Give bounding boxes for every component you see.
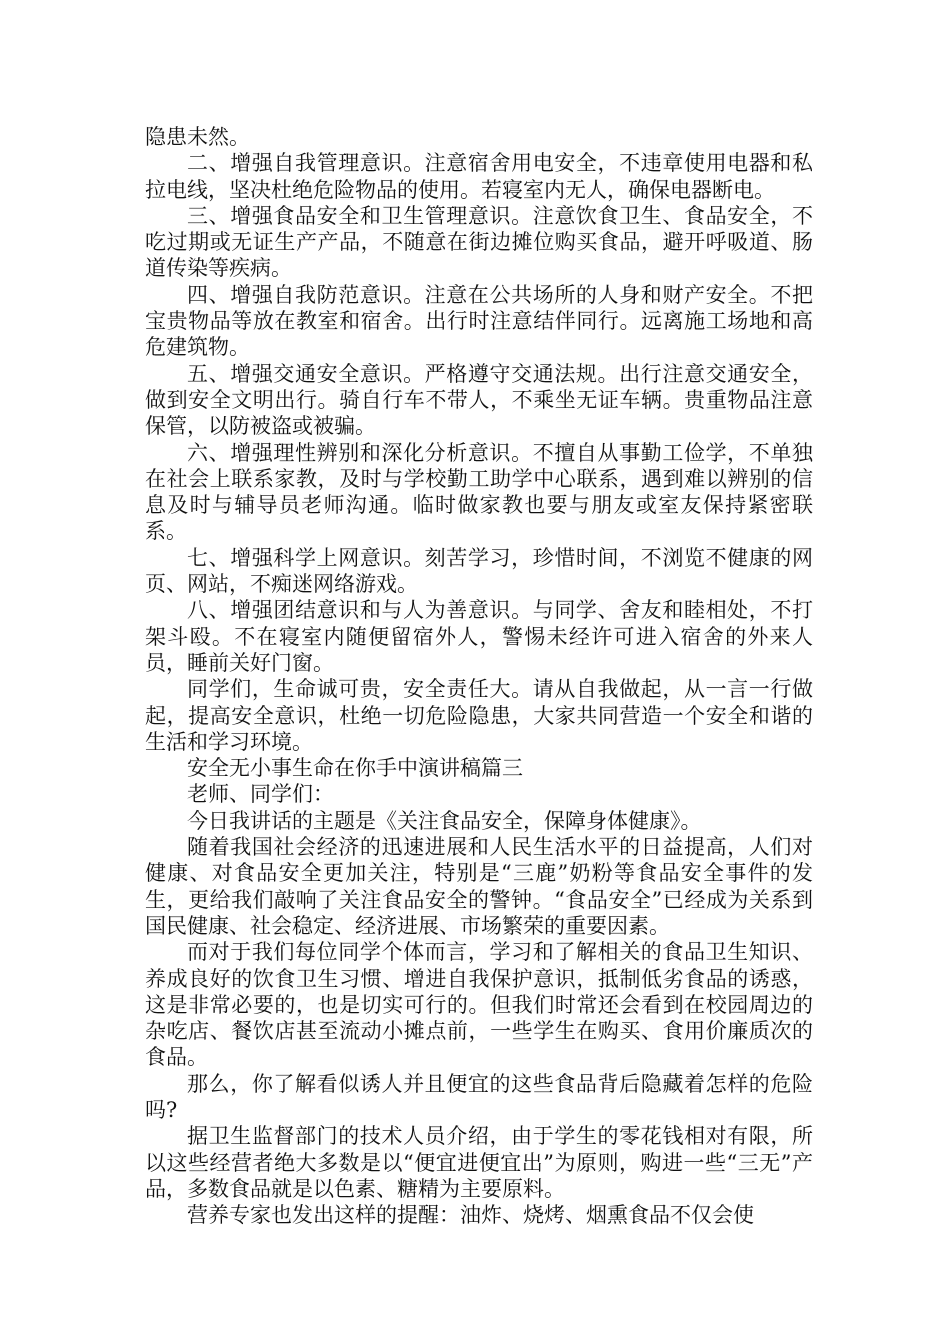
paragraph-8: 同学们，生命诚可贵，安全责任大。请从自我做起，从一言一行做起，提高安全意识，杜绝一切危险隐患，大家共同营造一个安全和谐的生活和学习环境。 (145, 677, 813, 754)
salutation: 老师、同学们： (187, 782, 334, 807)
paragraph-2: 三、增强食品安全和卫生管理意识。注意饮食卫生、食品安全，不吃过期或无证生产产品，不随意在街边摊位购买食品，避开呼吸道、肠道传染等疾病。 (145, 203, 813, 281)
paragraph-14: 那么，你了解看似诱人并且便宜的这些食品背后隐藏着怎样的危险吗? (145, 1071, 813, 1122)
paragraph-3: 四、增强自我防范意识。注意在公共场所的人身和财产安全。不把宝贵物品等放在教室和宿舍。出行时注意结伴同行。远离施工场地和高危建筑物。 (145, 282, 813, 360)
paragraph-1: 二、增强自我管理意识。注意宿舍用电安全，不违章使用电器和私拉电线，坚决杜绝危险物品的使用。若寝室内无人，确保电器断电。 (145, 151, 813, 202)
section-heading: 安全无小事生命在你手中演讲稿篇三 (187, 756, 523, 781)
paragraph-0: 隐患未然。 (145, 125, 250, 149)
paragraph-7: 八、增强团结意识和与人为善意识。与同学、舍友和睦相处，不打架斗殴。不在寝室内随便留宿外人，警惕未经许可进入宿舍的外来人员，睡前关好门窗。 (145, 598, 813, 675)
paragraph-12: 随着我国社会经济的迅速进展和人民生活水平的日益提高，人们对健康、对食品安全更加关注，特别是“三鹿”奶粉等食品安全事件的发生，更给我们敲响了关注食品安全的警钟。“食品安全”已经成为关系到国民健康、社会稳定、经济进展、市场繁荣的重要因素。 (145, 835, 813, 938)
paragraph-11: 今日我讲话的主题是《关注食品安全，保障身体健康》。 (187, 808, 702, 833)
paragraph-15: 据卫生监督部门的技术人员介绍，由于学生的零花钱相对有限，所以这些经营者绝大多数是以“便宜进便宜出”为原则，购进一些“三无”产品，多数食品就是以色素、糖精为主要原料。 (145, 1124, 813, 1201)
paragraph-16: 营养专家也发出这样的提醒：油炸、烧烤、烟熏食品不仅会使 (187, 1203, 754, 1228)
document-page (145, 124, 813, 1228)
paragraph-6: 七、增强科学上网意识。刻苦学习，珍惜时间，不浏览不健康的网页、网站，不痴迷网络游戏。 (145, 545, 813, 597)
paragraph-5: 六、增强理性辨别和深化分析意识。不擅自从事勤工俭学，不单独在社会上联系家教，及时与学校勤工助学中心联系，遇到难以辨别的信息及时与辅导员老师沟通。临时做家教也要与朋友或室友保持紧密联系。 (145, 440, 813, 544)
paragraph-13: 而对于我们每位同学个体而言，学习和了解相关的食品卫生知识、养成良好的饮食卫生习惯、增进自我保护意识，抵制低劣食品的诱惑，这是非常必要的，也是切实可行的。但我们时常还会看到在校园周边的杂吃店、餐饮店甚至流动小摊点前，一些学生在购买、食用价廉质次的食品。 (145, 940, 813, 1070)
paragraph-4: 五、增强交通安全意识。严格遵守交通法规。出行注意交通安全，做到安全文明出行。骑自行车不带人，不乘坐无证车辆。贵重物品注意保管，以防被盗或被骗。 (145, 361, 813, 439)
